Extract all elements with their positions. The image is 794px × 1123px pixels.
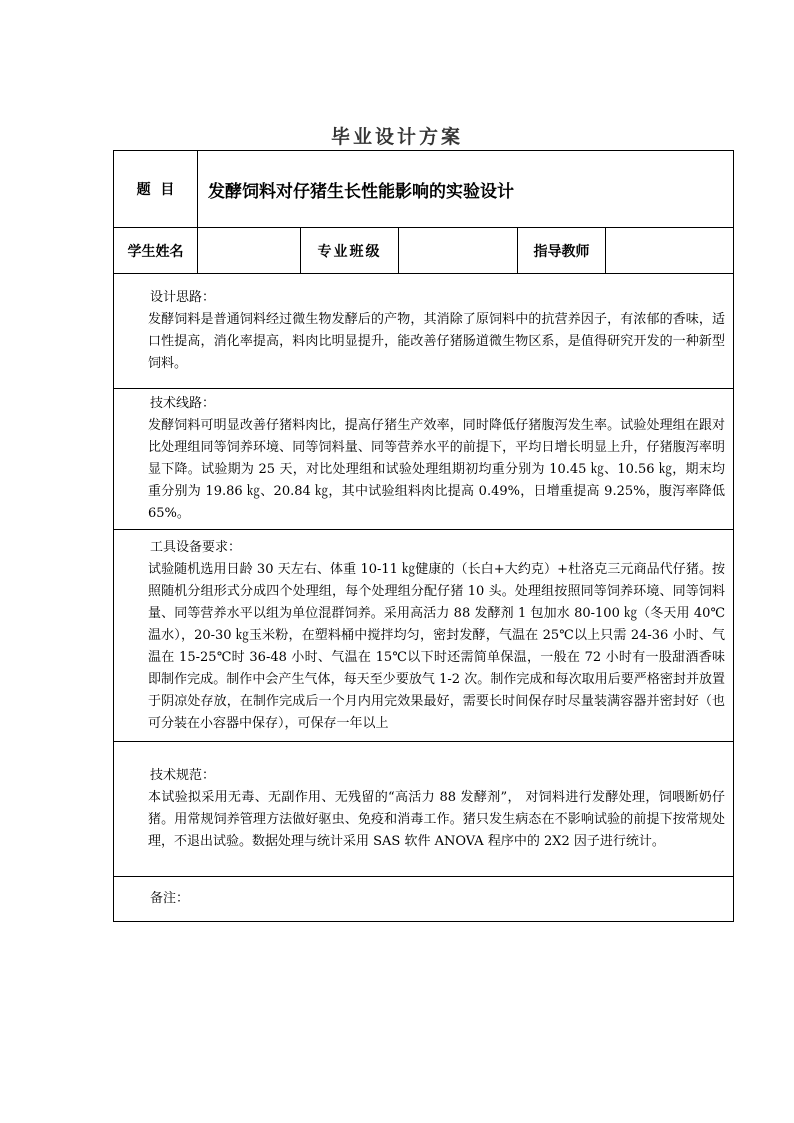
- route-body: 发酵饲料可明显改善仔猪料肉比，提高仔猪生产效率，同时降低仔猪腹泻发生率。试验处理组在跟对比处理组同等饲养环境、同等饲料量、同等营养水平的前提下，平均日增长明显上升，仔猪腹泻率明显下降。试验期为 25 天，对比处理组和试验处理组期初均重分别为 10.45 ㎏、10.56 ㎏，期末均重分别为 19.86 ㎏、20.84 ㎏，其中试验组料肉比提高 0.49%，日增重提高 9.25%，腹泻率降低 65%。: [148, 418, 726, 521]
- advisor-field[interactable]: [606, 228, 734, 274]
- topic-value[interactable]: 发酵饲料对仔猪生长性能影响的实验设计: [198, 151, 734, 228]
- route-section-row: [114, 389, 734, 530]
- design-heading: 设计思路：: [150, 290, 216, 305]
- notes-heading: 备注：: [150, 891, 190, 906]
- design-plan-table: [113, 150, 734, 922]
- spec-body: 本试验拟采用无毒、无副作用、无残留的“高活力 88 发酵剂”， 对饲料进行发酵处理，饲喂断奶仔猪。用常规饲养管理方法做好驱虫、免疫和消毒工作。猪只发生病态在不影响试验的前提下按常规处理，不退出试验。数据处理与统计采用 SAS 软件 ANOVA 程序中的 2X2 因子进行统计。: [148, 790, 726, 849]
- topic-label: 题 目: [114, 151, 198, 228]
- notes-section[interactable]: [114, 877, 734, 922]
- student-name-label: 学生姓名: [114, 228, 198, 274]
- equipment-heading: 工具设备要求：: [150, 539, 242, 555]
- spec-heading: 技术规范：: [150, 768, 216, 783]
- class-field[interactable]: [399, 228, 518, 274]
- notes-section-row: [114, 877, 734, 922]
- info-row: [114, 228, 734, 274]
- advisor-label: 指导教师: [518, 228, 606, 274]
- design-section[interactable]: [114, 274, 734, 389]
- design-section-row: [114, 274, 734, 389]
- equipment-body: 试验随机选用日龄 30 天左右、体重 10-11 ㎏健康的（长白+大约克）+杜洛克三元商品代仔猪。按照随机分组形式分成四个处理组，每个处理组分配仔猪 10 头。处理组按照同等饲养环境、同等饲料量、同等营养水平以组为单位混群饲养。采用高活力 88 发酵剂 1 包加水 80-100 ㎏（冬天用 40℃温水），20-30 ㎏玉米粉，在塑料桶中搅拌均匀，密封发酵，气温在 25℃以上只需 24-36 小时、气温在 15-25℃时 36-48 小时、气温在 15℃以下时还需简单保温，一般在 72 小时有一股甜酒香味即制作完成。制作中会产生气体，每天至少要放气 1-2 次。制作完成和每次取用后要严格密封并放置于阴凉处存放，在制作完成后一个月内用完效果最好，需要长时间保存时尽量装满容器并密封好（也可分装在小容器中保存），可保存一年以上: [148, 561, 726, 731]
- spec-section-row: [114, 742, 734, 877]
- spec-section[interactable]: [114, 742, 734, 877]
- class-label: 专业班级: [301, 228, 399, 274]
- equipment-section-row: [114, 530, 734, 742]
- document-title: 毕业设计方案: [330, 126, 463, 148]
- route-heading: 技术线路：: [150, 396, 216, 411]
- design-body: 发酵饲料是普通饲料经过微生物发酵后的产物，其消除了原饲料中的抗营养因子，有浓郁的香味，适口性提高，消化率提高，料肉比明显提升，能改善仔猪肠道微生物区系，是值得研究开发的一种新型饲料。: [148, 312, 726, 371]
- topic-row: [114, 151, 734, 228]
- equipment-section[interactable]: [114, 530, 734, 742]
- student-name-field[interactable]: [198, 228, 301, 274]
- route-section[interactable]: [114, 389, 734, 530]
